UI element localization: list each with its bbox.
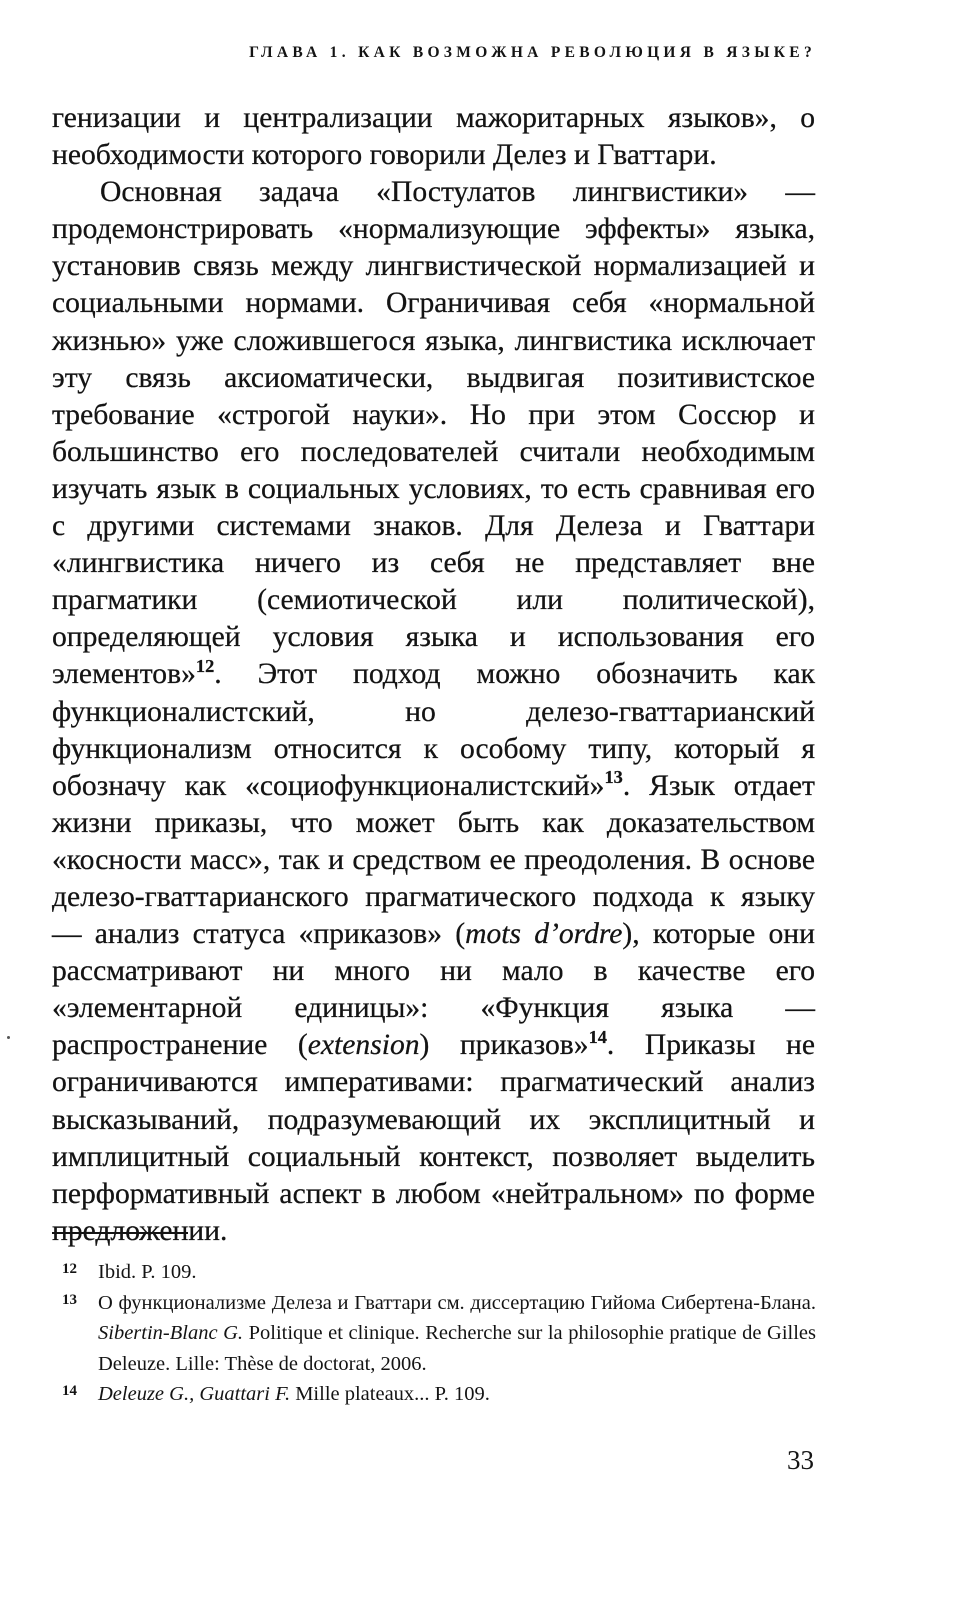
footnote-italic: Deleuze G., Guattari F. [98, 1383, 291, 1406]
footnote-italic: Sibertin-Blanc G. [98, 1322, 244, 1345]
footnote-ref-13[interactable]: 13 [604, 766, 623, 787]
footnote-12 [62, 1257, 816, 1288]
italic-mots-dordre: mots d’ordre [465, 918, 623, 951]
italic-extension: extension [307, 1029, 420, 1062]
footnote-13 [62, 1288, 816, 1380]
footnote-text: Politique et clinique. Recherche sur la philosophie pratique de Gilles Deleuze. Lille: Thèse de doctorat, 2006. [98, 1322, 816, 1375]
paragraph-2-part-e: ) приказов» [419, 1029, 589, 1062]
footnote-ref-12[interactable]: 12 [195, 655, 215, 676]
footnote-ref-14[interactable]: 14 [588, 1026, 607, 1047]
footnote-text: Mille plateaux... P. 109. [290, 1383, 490, 1406]
footnote-number: 13 [62, 1291, 77, 1308]
footnote-14 [62, 1379, 816, 1410]
page-number: 33 [787, 1445, 814, 1475]
paragraph-2 [52, 174, 815, 1250]
footnotes [62, 1257, 816, 1410]
margin-dot [7, 1036, 10, 1039]
paragraph-2-part-c: . Язык отдает жизни приказы, что может быть как доказательством «косности масс», так и средством ее преодоления. В основе делезо-гваттарианского прагматического подхода к языку — анализ статуса «приказов» ( [52, 769, 815, 951]
footnote-text: Ibid. P. 109. [98, 1261, 197, 1283]
paragraph-2-part-b: . Этот подход можно обозначить как функционалистский, но делезо-гваттарианский функционализм относится к особому типу, который я обозначу как «социофункционалистский» [52, 658, 815, 802]
paragraph-2-part-a: Основная задача «Постулатов лингвистики» — продемонстрировать «нормализующие эффекты» языка, установив связь между лингвистической нормализацией и социальными нормами. Ограничивая себя «нормальной жизнью» уже сложившегося языка, лингвистика исключает эту связь аксиоматически, выдвигая позитивистское требование «строгой науки». Но при этом Соссюр и большинство его последователей считали необходимым изучать язык в социальных условиях, то есть сравнивая его с другими системами знаков. Для Делеза и Гваттари «лингвистика ничего из себя не представляет вне прагматики (семиотической или политической), определяющей условия языка и использования его элементов» [52, 176, 815, 691]
paragraph-1: генизации и централизации мажоритарных языков», о необходимости которого говорили Делез и Гваттари. [52, 102, 815, 172]
paragraph-2-part-d: ), которые они рассматривают ни много ни мало в качестве его «элементарной единицы»: «Функция языка — распространение ( [52, 918, 815, 1062]
footnote-number: 14 [62, 1383, 77, 1400]
footnote-divider [52, 1232, 188, 1234]
footnote-text: О функционализме Делеза и Гваттари см. диссертацию Гийома Сибертена-Блана. [98, 1291, 816, 1314]
footnote-number: 12 [62, 1261, 77, 1277]
main-text [52, 100, 815, 1250]
running-header: ГЛАВА 1. КАК ВОЗМОЖНА РЕВОЛЮЦИЯ В ЯЗЫКЕ? [249, 44, 816, 61]
paragraph-2-part-f: . Приказы не ограничиваются императивами: прагматический анализ высказываний, подразумевающий их эксплицитный и имплицитный социальный контекст, позволяет выделить перформативный аспект в любом «нейтральном» по форме предложении. [52, 1029, 815, 1247]
